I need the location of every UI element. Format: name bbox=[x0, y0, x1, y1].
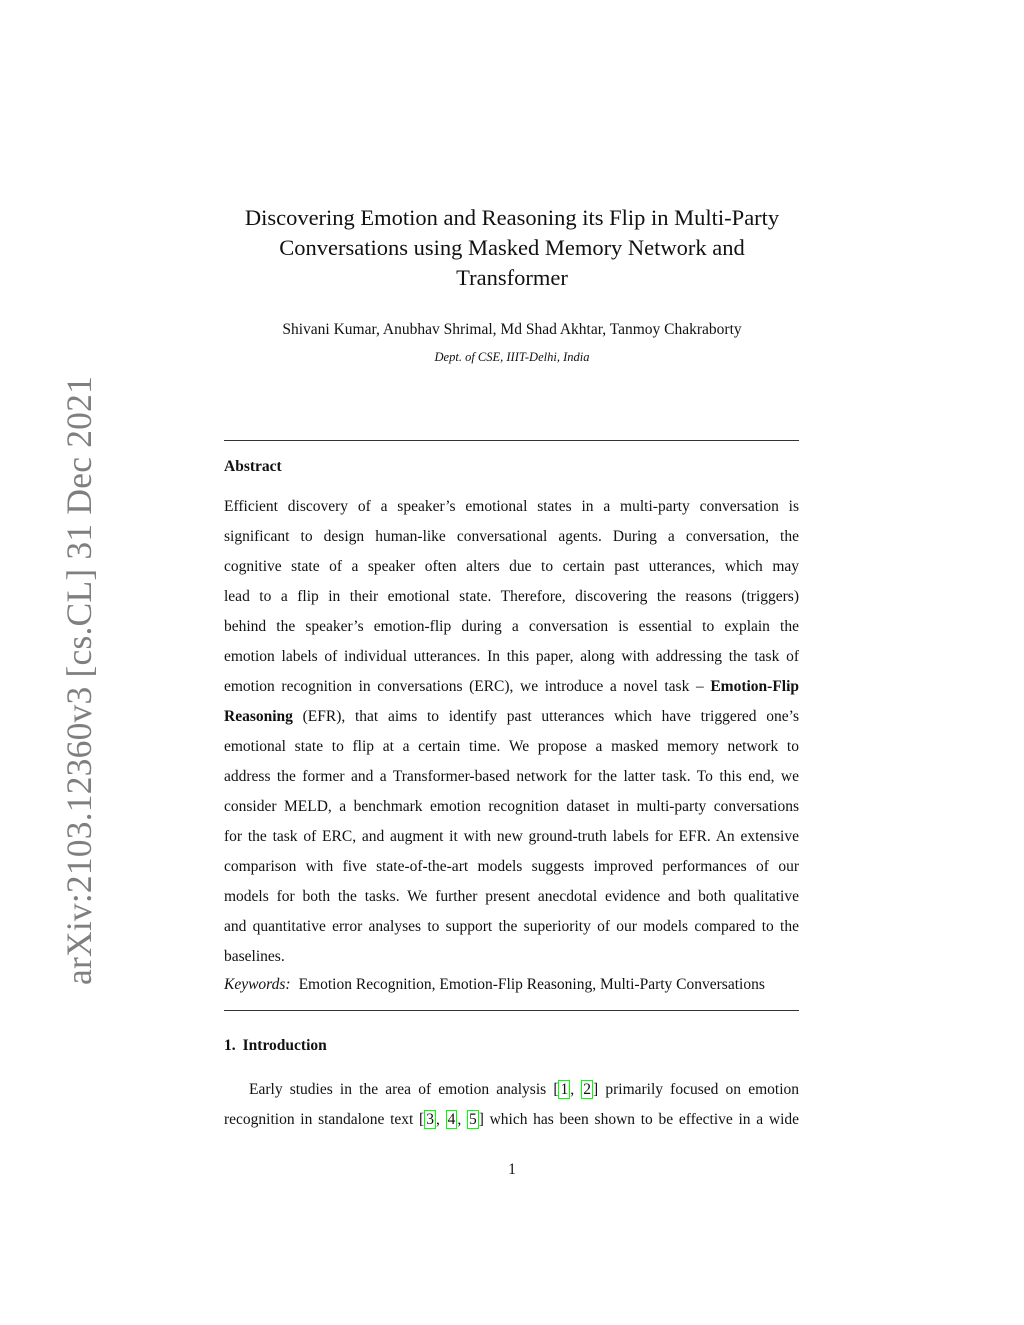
intro-text: ] primarily focused on emotion bbox=[593, 1081, 800, 1098]
author-affiliation: Dept. of CSE, IIIT-Delhi, India bbox=[434, 350, 590, 364]
abstract-body bbox=[224, 492, 799, 972]
abstract-line: for the task of ERC, and augment it with new ground-truth labels for EFR. An extensive bbox=[224, 828, 799, 845]
abstract-line: emotion labels of individual utterances. In this paper, along with addressing the task of bbox=[224, 648, 799, 665]
keywords-label: Keywords: bbox=[224, 976, 291, 993]
intro-text: Early studies in the area of emotion analysis [ bbox=[249, 1081, 559, 1098]
intro-text: , bbox=[457, 1111, 467, 1128]
citation-link[interactable]: 5 bbox=[468, 1111, 477, 1128]
intro-text: , bbox=[570, 1081, 582, 1098]
abstract-line: lead to a flip in their emotional state. Therefore, discovering the reasons (triggers) bbox=[224, 588, 799, 605]
section-number: 1. bbox=[224, 1037, 236, 1054]
intro-line bbox=[224, 1075, 799, 1105]
introduction-body bbox=[224, 1075, 799, 1135]
abstract-line: baselines. bbox=[224, 948, 285, 965]
citation-link[interactable]: 2 bbox=[583, 1081, 592, 1098]
intro-line bbox=[224, 1105, 799, 1135]
abstract-line: Efficient discovery of a speaker’s emotional states in a multi-party conversation is bbox=[224, 498, 799, 515]
arxiv-identifier-stamp: arXiv:2103.12360v3 [cs.CL] 31 Dec 2021 bbox=[59, 375, 99, 985]
intro-text: , bbox=[435, 1111, 446, 1128]
citation-link[interactable]: 4 bbox=[447, 1111, 456, 1128]
section-heading-introduction bbox=[224, 1036, 327, 1056]
abstract-bottom-rule bbox=[224, 1010, 799, 1011]
abstract-line: cognitive state of a speaker often alters due to certain past utterances, which may bbox=[224, 558, 799, 575]
paper-title bbox=[180, 203, 844, 293]
task-name-bold: Emotion-Flip bbox=[710, 678, 800, 695]
page-number: 1 bbox=[508, 1161, 516, 1178]
title-line: Conversations using Masked Memory Network and bbox=[279, 235, 745, 260]
citation-link[interactable]: 1 bbox=[560, 1081, 569, 1098]
task-name-bold: Reasoning bbox=[224, 708, 293, 725]
title-line: Discovering Emotion and Reasoning its Flip in Multi-Party bbox=[244, 205, 780, 230]
intro-text: recognition in standalone text [ bbox=[224, 1111, 425, 1128]
abstract-line: address the former and a Transformer-based network for the latter task. To this end, we bbox=[224, 768, 799, 785]
citation-link[interactable]: 3 bbox=[426, 1111, 434, 1128]
section-title: Introduction bbox=[242, 1037, 327, 1054]
abstract-line bbox=[224, 702, 799, 732]
intro-text: ] which has been shown to be effective in a wide bbox=[478, 1111, 800, 1128]
abstract-line: behind the speaker’s emotion-flip during a conversation is essential to explain the bbox=[224, 618, 799, 635]
abstract-line bbox=[224, 672, 799, 702]
abstract-line: significant to design human-like conversational agents. During a conversation, the bbox=[224, 528, 799, 545]
abstract-top-rule bbox=[224, 440, 799, 441]
title-line: Transformer bbox=[456, 265, 568, 290]
abstract-line: models for both the tasks. We further present anecdotal evidence and both qualitative bbox=[224, 888, 799, 905]
abstract-line: and quantitative error analyses to support the superiority of our models compared to the bbox=[224, 918, 799, 935]
abstract-line: consider MELD, a benchmark emotion recognition dataset in multi-party conversations bbox=[224, 798, 799, 815]
keywords-text: Emotion Recognition, Emotion-Flip Reasoning, Multi-Party Conversations bbox=[298, 976, 765, 993]
abstract-line-text: (EFR), that aims to identify past utterances which have triggered one’s bbox=[302, 708, 799, 725]
author-list: Shivani Kumar, Anubhav Shrimal, Md Shad Akhtar, Tanmoy Chakraborty bbox=[282, 321, 742, 338]
abstract-heading: Abstract bbox=[224, 458, 282, 475]
keywords bbox=[224, 974, 799, 996]
abstract-line: emotional state to flip at a certain time. We propose a masked memory network to bbox=[224, 738, 799, 755]
abstract-line: comparison with five state-of-the-art models suggests improved performances of our bbox=[224, 858, 799, 875]
abstract-line-text: emotion recognition in conversations (ERC), we introduce a novel task – bbox=[224, 678, 704, 695]
